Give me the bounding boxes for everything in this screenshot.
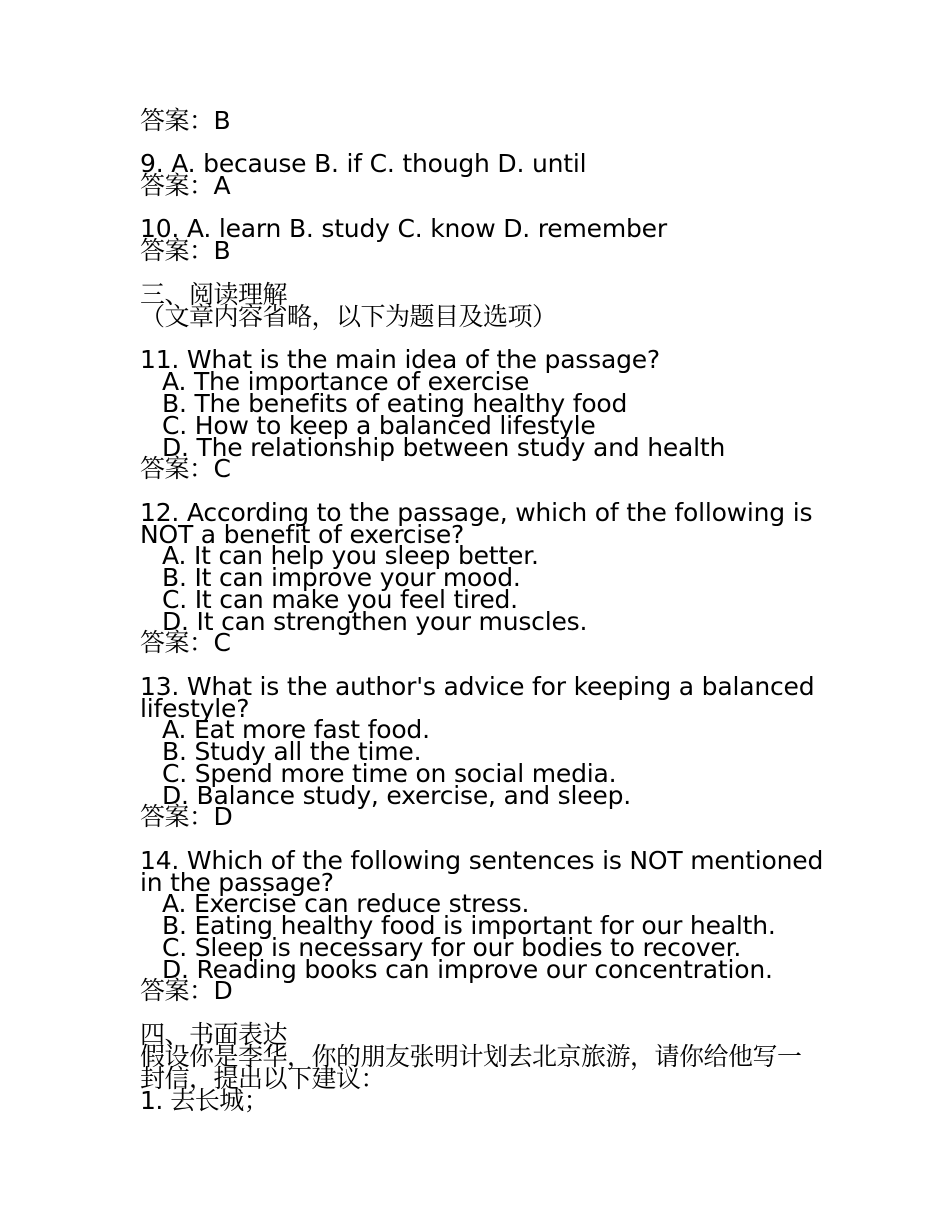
option-line: D. The relationship between study and health: [162, 433, 726, 462]
option-line: A. It can help you sleep better.: [162, 541, 539, 570]
answer-line: 答案：B: [140, 236, 231, 265]
question-12-text-cont: NOT a benefit of exercise?: [140, 520, 465, 549]
answer-line: 答案：D: [140, 976, 233, 1005]
answer-line: 答案：C: [140, 628, 231, 657]
option-line: B. It can improve your mood.: [162, 563, 521, 592]
question-14-text: 14. Which of the following sentences is NOT mentioned: [140, 846, 824, 875]
answer-line: 答案：C: [140, 454, 231, 483]
option-line: D. Reading books can improve our concentration.: [162, 955, 773, 984]
question-11-text: 11. What is the main idea of the passage?: [140, 345, 660, 374]
question-14-text-cont: in the passage?: [140, 868, 334, 897]
option-line: B. Study all the time.: [162, 737, 422, 766]
question-10-options: 10. A. learn B. study C. know D. remember: [140, 214, 667, 243]
question-9-options: 9. A. because B. if C. though D. until: [140, 149, 587, 178]
section-heading-reading: 三、阅读理解: [140, 280, 288, 309]
option-line: A. Exercise can reduce stress.: [162, 889, 530, 918]
option-line: B. The benefits of eating healthy food: [162, 389, 628, 418]
section-heading-writing: 四、书面表达: [140, 1020, 288, 1049]
answer-line: 答案：D: [140, 802, 233, 831]
section-note: （文章内容省略，以下为题目及选项）: [140, 302, 557, 331]
option-line: D. It can strengthen your muscles.: [162, 607, 588, 636]
writing-prompt: 假设你是李华，你的朋友张明计划去北京旅游，请你给他写一: [140, 1042, 802, 1071]
question-13-text-cont: lifestyle?: [140, 694, 250, 723]
question-13-text: 13. What is the author's advice for keeping a balanced: [140, 672, 815, 701]
option-line: B. Eating healthy food is important for our health.: [162, 911, 776, 940]
writing-suggestion-item: 1. 去长城；: [140, 1086, 269, 1115]
answer-line: 答案：A: [140, 171, 231, 200]
option-line: C. Sleep is necessary for our bodies to recover.: [162, 933, 742, 962]
writing-prompt-cont: 封信，提出以下建议：: [140, 1064, 386, 1093]
question-12-text: 12. According to the passage, which of the following is: [140, 498, 813, 527]
option-line: C. It can make you feel tired.: [162, 585, 518, 614]
option-line: C. How to keep a balanced lifestyle: [162, 411, 596, 440]
answer-line: 答案：B: [140, 106, 231, 135]
option-line: A. Eat more fast food.: [162, 715, 430, 744]
option-line: D. Balance study, exercise, and sleep.: [162, 781, 632, 810]
option-line: A. The importance of exercise: [162, 367, 530, 396]
option-line: C. Spend more time on social media.: [162, 759, 617, 788]
